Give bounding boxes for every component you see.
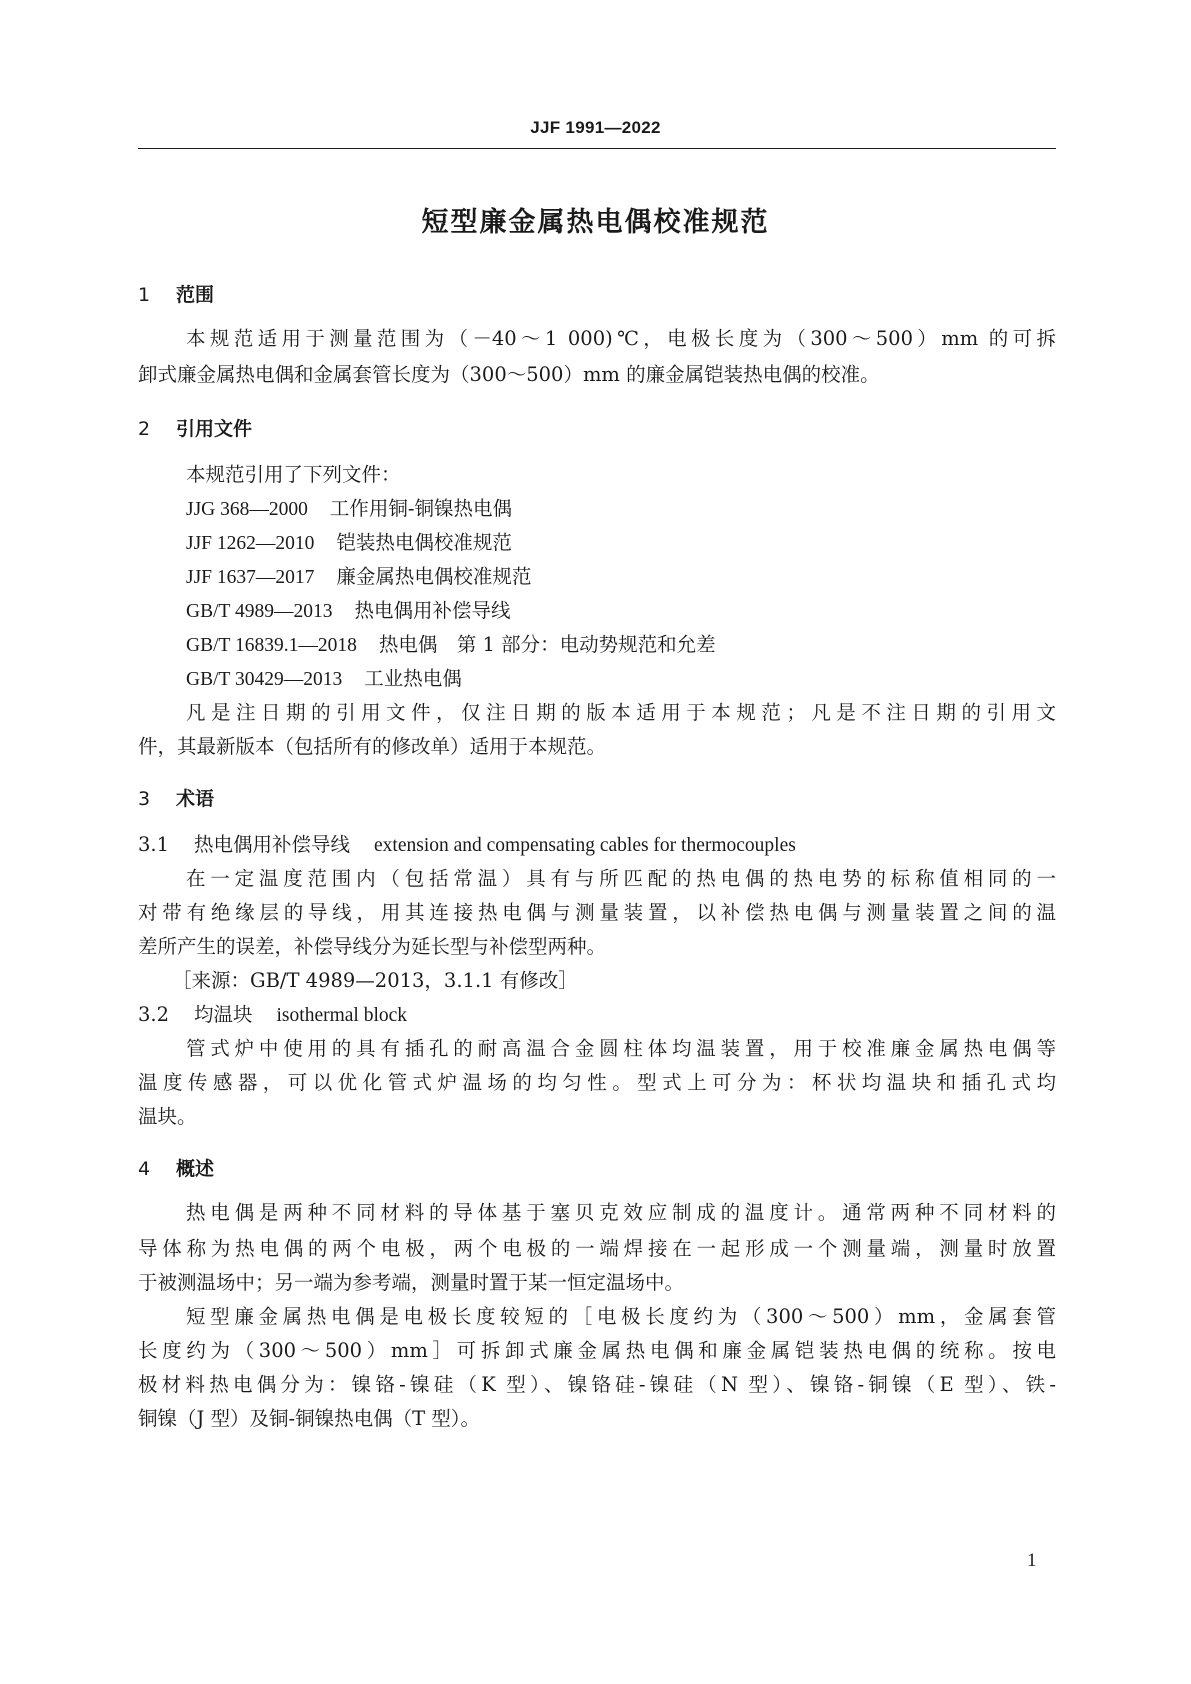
scope-line-1: 本规范适用于测量范围为（－40～1 000)℃，电极长度为（300～500）mm 的可拆 [186,327,1056,350]
term-chinese: 热电偶用补偿导线 [194,833,351,856]
reference-item [186,564,1056,591]
term-heading [138,832,1056,859]
reference-title: 热电偶 第 1 部分：电动势规范和允差 [378,633,716,656]
section-heading-references [138,414,252,441]
section-heading-overview [138,1154,214,1181]
scope-line-2: 卸式廉金属热电偶和金属套管长度为（300～500）mm 的廉金属铠装热电偶的校准。 [138,363,880,386]
term-english: isothermal block [276,1005,408,1026]
reference-item [186,598,1056,625]
section-number: 4 [138,1158,151,1180]
term-definition-line: 对带有绝缘层的导线，用其连接热电偶与测量装置，以补偿热电偶与测量装置之间的温 [138,901,1056,924]
overview-paragraph-line: 于被测温场中；另一端为参考端，测量时置于某一恒定温场中。 [138,1271,685,1294]
term-definition-line: 温度传感器，可以优化管式炉温场的均匀性。型式上可分为：杯状均温块和插孔式均 [138,1071,1056,1094]
references-note-line-1: 凡是注日期的引用文件，仅注日期的版本适用于本规范；凡是不注日期的引用文 [186,701,1056,724]
page-number: 1 [1027,1550,1037,1571]
standard-code: JJF 1991—2022 [530,118,661,137]
reference-code: GB/T 16839.1—2018 [186,635,357,656]
section-title: 概述 [176,1158,215,1180]
overview-paragraph-line: 极材料热电偶分为：镍铬-镍硅（K 型）、镍铬硅-镍硅（N 型）、镍铬-铜镍（E 型）、铁- [138,1373,1056,1396]
section-heading-scope [138,280,214,307]
term-chinese: 均温块 [194,1003,253,1026]
section-heading-terms [138,784,214,811]
section-number: 3 [138,788,151,810]
reference-code: GB/T 30429—2013 [186,669,343,690]
term-heading [138,1002,1056,1029]
overview-paragraph-line: 短型廉金属热电偶是电极长度较短的［电极长度约为（300～500）mm，金属套管 [186,1305,1056,1328]
reference-item [186,530,1056,557]
term-number: 3.2 [138,1003,170,1026]
section-title: 范围 [176,284,215,306]
reference-item [186,632,1056,659]
term-definition-line: 管式炉中使用的具有插孔的耐高温合金圆柱体均温装置，用于校准廉金属热电偶等 [186,1037,1056,1060]
reference-title: 工作用铜-铜镍热电偶 [329,497,512,520]
header-rule [138,148,1056,149]
section-number: 1 [138,284,151,306]
overview-paragraph-line: 铜镍（J 型）及铜-铜镍热电偶（T 型）。 [138,1407,481,1430]
document-title: 短型廉金属热电偶校准规范 [421,207,770,238]
reference-code: JJG 368—2000 [186,499,308,520]
overview-paragraph-line: 导体称为热电偶的两个电极，两个电极的一端焊接在一起形成一个测量端，测量时放置 [138,1237,1056,1260]
references-note-line-2: 件，其最新版本（包括所有的修改单）适用于本规范。 [138,735,607,758]
reference-title: 铠装热电偶校准规范 [336,531,512,554]
section-number: 2 [138,418,151,440]
term-definition-line: 在一定温度范围内（包括常温）具有与所匹配的热电偶的热电势的标称值相同的一 [186,867,1056,890]
term-english: extension and compensating cables for thermocouples [374,835,796,856]
reference-title: 廉金属热电偶校准规范 [336,565,532,588]
term-definition-line: 差所产生的误差，补偿导线分为延长型与补偿型两种。 [138,935,607,958]
section-title: 引用文件 [176,418,253,440]
reference-code: GB/T 4989—2013 [186,601,333,622]
references-intro: 本规范引用了下列文件： [186,463,401,486]
reference-title: 工业热电偶 [364,667,462,690]
term-definition-line: 温块。 [138,1105,197,1128]
reference-title: 热电偶用补偿导线 [354,599,511,622]
overview-paragraph-line: 长度约为（300～500）mm］可拆卸式廉金属热电偶和廉金属铠装热电偶的统称。按电 [138,1339,1056,1362]
term-source: ［来源：GB/T 4989—2013，3.1.1 有修改］ [172,969,578,992]
section-title: 术语 [176,788,215,810]
reference-item [186,496,1056,523]
overview-paragraph-line: 热电偶是两种不同材料的导体基于塞贝克效应制成的温度计。通常两种不同材料的 [186,1201,1056,1224]
reference-item [186,666,1056,693]
reference-code: JJF 1262—2010 [186,533,315,554]
term-number: 3.1 [138,833,170,856]
reference-code: JJF 1637—2017 [186,567,315,588]
